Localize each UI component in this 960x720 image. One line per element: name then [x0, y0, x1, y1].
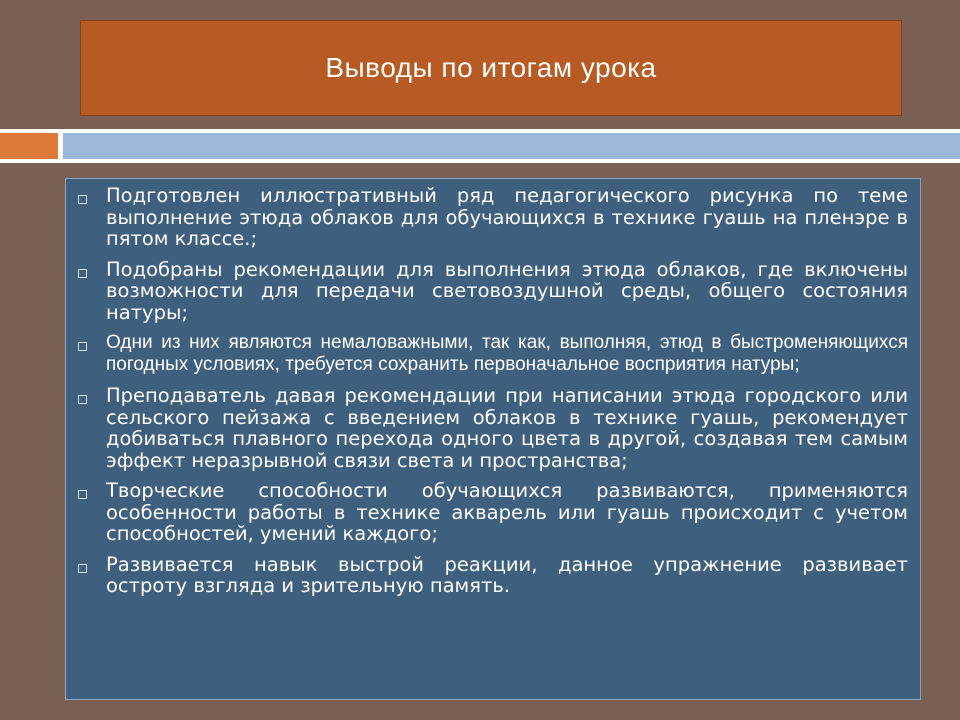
divider-accent-blue: [63, 133, 960, 159]
square-bullet-icon: [78, 395, 87, 404]
square-bullet-icon: [78, 269, 87, 278]
list-item: [74, 259, 908, 324]
slide-title: Выводы по итогам урока: [325, 52, 657, 83]
slide-title-box: [80, 20, 902, 116]
divider-accent-orange: [0, 133, 58, 159]
bullet-text: Одни из них являются немаловажными, так как, выполняя, этюд в быстроменяющихся погодных условиях, требуется сохранить первоначальное восприятия натуры;: [106, 332, 908, 375]
square-bullet-icon: [78, 342, 87, 351]
square-bullet-icon: [78, 195, 87, 204]
list-item: [74, 480, 908, 545]
bullet-text: Подобраны рекомендации для выполнения этюда облаков, где включены возможности для передачи световоздушной среды, общего состояния натуры;: [106, 257, 908, 324]
square-bullet-icon: [78, 490, 87, 499]
list-item: [74, 554, 908, 597]
list-item: [74, 385, 908, 471]
content-box: [65, 178, 921, 700]
bullet-text: Развивается навык выстрой реакции, данное упражнение развивает остроту взгляда и зрительную память.: [106, 552, 908, 597]
list-item: [74, 185, 908, 250]
list-item: [74, 332, 908, 376]
bullet-text: Подготовлен иллюстративный ряд педагогического рисунка по теме выполнение этюда облаков для обучающихся в технике гуашь на пленэре в пятом классе.;: [106, 184, 908, 250]
square-bullet-icon: [78, 564, 87, 573]
bullet-text: Преподаватель давая рекомендации при написании этюда городского или сельского пейзажа с введением облаков в технике гуашь, рекомендует добиваться плавного перехода одного цвета в другой, создавая тем самым эффект неразрывной связи света и пространства;: [106, 384, 908, 472]
bullet-list: [74, 185, 908, 597]
bullet-text: Творческие способности обучающихся развиваются, применяются особенности работы в технике акварель или гуашь происходит с учетом способностей, умений каждого;: [106, 479, 908, 545]
